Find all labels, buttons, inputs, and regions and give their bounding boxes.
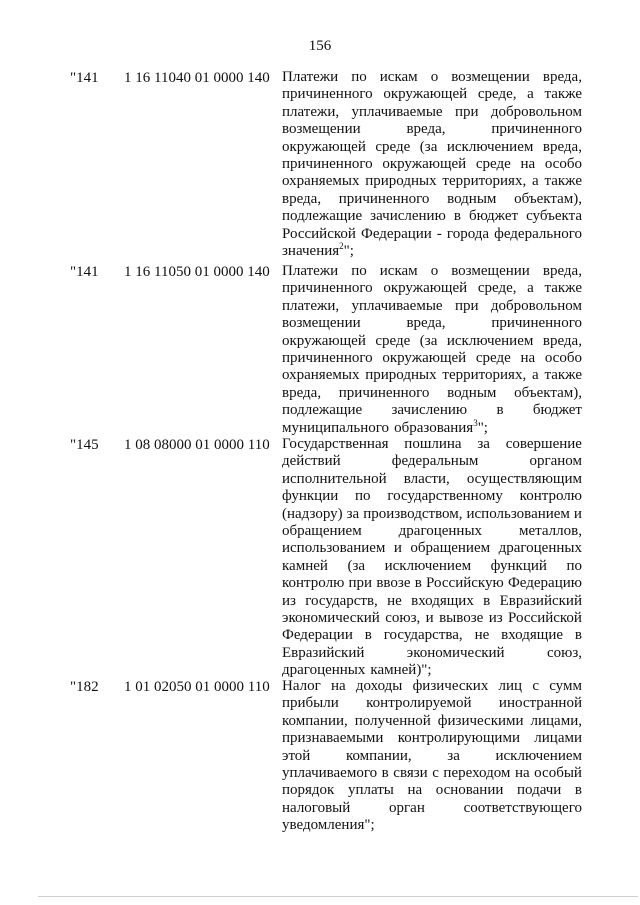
footnote-mark: 2 bbox=[339, 241, 344, 252]
description-line: исполнительной власти, осуществляющим bbox=[282, 470, 582, 487]
description-line: подлежащие зачислению в бюджет субъекта bbox=[282, 208, 582, 225]
description-line: возмещении вреда, причиненного bbox=[282, 121, 582, 138]
admin-code: "145 bbox=[70, 437, 99, 453]
description-line: действий федеральным органом bbox=[282, 453, 582, 470]
row-description bbox=[282, 678, 582, 835]
description-line: вреда, причиненного водным объектам), bbox=[282, 384, 582, 401]
description-line: причиненного окружающей среде на особо bbox=[282, 156, 582, 173]
description-line: экономический союз, и вывозе из Российской bbox=[282, 610, 582, 627]
closing-quote: "; bbox=[477, 419, 488, 436]
description-line: вреда, причиненного водным объектам), bbox=[282, 190, 582, 207]
description-line: контролю при ввозе в Российскую Федерацию bbox=[282, 575, 582, 592]
scan-edge-line bbox=[38, 896, 638, 897]
description-line: признаваемыми контролирующими лицами bbox=[282, 730, 582, 747]
description-line: уведомления"; bbox=[282, 817, 375, 834]
page-number: 156 bbox=[308, 38, 332, 54]
description-line: муниципального образования$^3$"; bbox=[282, 417, 488, 436]
description-line: Государственная пошлина за совершение bbox=[282, 436, 582, 452]
description-line: охраняемых природных территориях, а также bbox=[282, 173, 582, 190]
description-line: Налог на доходы физических лиц с сумм bbox=[282, 678, 582, 694]
description-line: Российской Федерации - города федерального bbox=[282, 225, 582, 242]
footnote-mark: 3 bbox=[473, 417, 478, 428]
description-line: причиненного окружающей среде, а также bbox=[282, 280, 582, 297]
description-line: (надзору) за производством, использованием и bbox=[282, 505, 582, 522]
kbk-code: 1 08 08000 01 0000 110 bbox=[124, 437, 270, 453]
description-line: окружающей среде (за исключением вреда, bbox=[282, 138, 582, 155]
admin-code: "141 bbox=[70, 70, 99, 86]
description-line: Евразийский экономический союз, bbox=[282, 644, 582, 661]
row-description bbox=[282, 263, 582, 437]
kbk-code: 1 16 11050 01 0000 140 bbox=[124, 264, 270, 280]
description-line: окружающей среде (за исключением вреда, bbox=[282, 332, 582, 349]
description-line: причиненного окружающей среде на особо bbox=[282, 350, 582, 367]
description-line: Платежи по искам о возмещении вреда, bbox=[282, 69, 582, 85]
description-line: Федерации в государства, не входящие в bbox=[282, 627, 582, 644]
kbk-code: 1 01 02050 01 0000 110 bbox=[124, 679, 270, 695]
description-line: компании, полученной физическими лицами, bbox=[282, 712, 582, 729]
description-line: из государств, не входящих в Евразийский bbox=[282, 592, 582, 609]
description-line: причиненного окружающей среде, а также bbox=[282, 86, 582, 103]
description-line: камней (за исключением функций по bbox=[282, 557, 582, 574]
admin-code: "141 bbox=[70, 264, 99, 280]
description-line: охраняемых природных территориях, а также bbox=[282, 367, 582, 384]
kbk-code: 1 16 11040 01 0000 140 bbox=[124, 70, 270, 86]
row-description bbox=[282, 436, 582, 680]
description-line: возмещении вреда, причиненного bbox=[282, 315, 582, 332]
description-line: налоговый орган соответствующего bbox=[282, 799, 582, 816]
description-line: порядок уплаты на основании подачи в bbox=[282, 782, 582, 799]
closing-quote: "; bbox=[343, 243, 354, 260]
description-line: функции по государственному контролю bbox=[282, 488, 582, 505]
description-line: драгоценных камней)"; bbox=[282, 662, 432, 679]
description-line: обращением драгоценных металлов, bbox=[282, 523, 582, 540]
description-line: значения$^2$"; bbox=[282, 241, 354, 260]
row-description bbox=[282, 69, 582, 260]
description-line: платежи, уплачиваемые при добровольном bbox=[282, 103, 582, 120]
description-line: платежи, уплачиваемые при добровольном bbox=[282, 297, 582, 314]
description-line: использованием и обращением драгоценных bbox=[282, 540, 582, 557]
description-line: прибыли контролируемой иностранной bbox=[282, 695, 582, 712]
description-line: уплачиваемого в связи с переходом на особый bbox=[282, 765, 582, 782]
admin-code: "182 bbox=[70, 679, 99, 695]
description-line: этой компании, за исключением bbox=[282, 747, 582, 764]
description-line: подлежащие зачислению в бюджет bbox=[282, 402, 582, 419]
description-line: Платежи по искам о возмещении вреда, bbox=[282, 263, 582, 279]
